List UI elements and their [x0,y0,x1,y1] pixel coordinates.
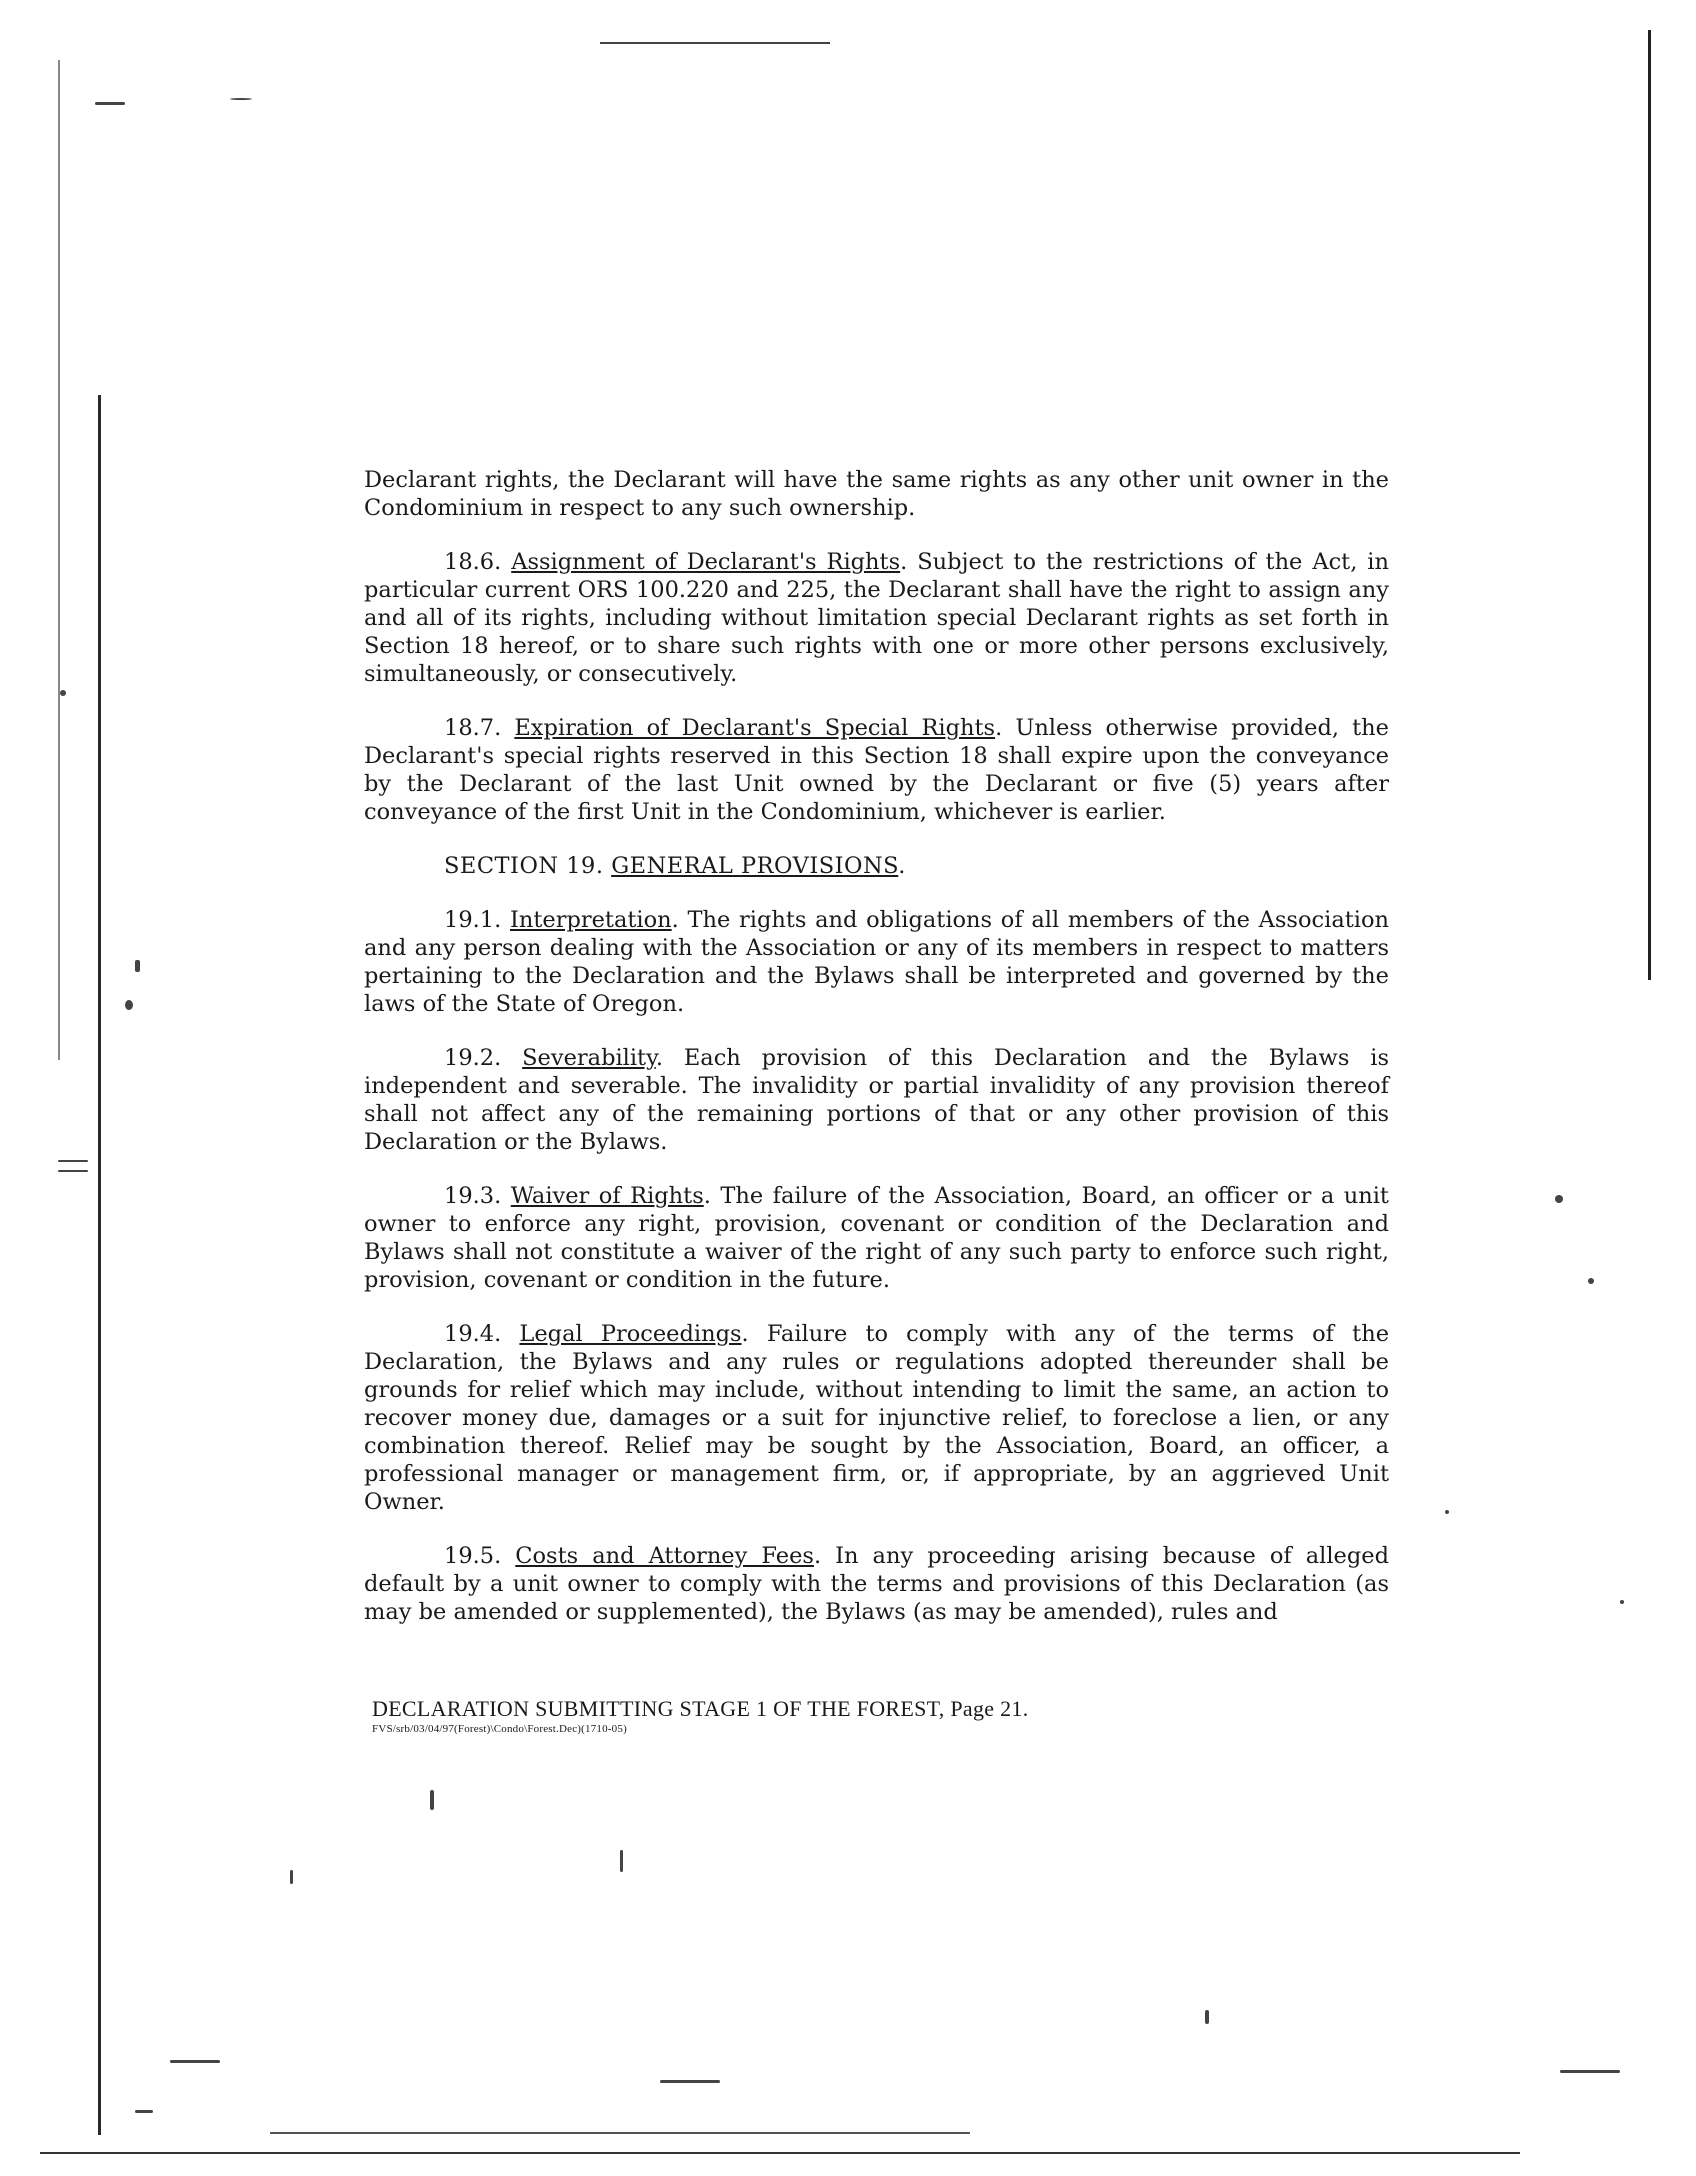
section-heading: Costs and Attorney Fees [515,1543,814,1569]
scan-speck [230,98,252,100]
section-heading: Expiration of Declarant's Special Rights [514,715,996,741]
scan-speck [1555,1195,1563,1203]
paragraph-text: . Each provision of this Declaration and the Bylaws is independent and severable. The invalidity or partial invalidity of any provision thereof shall not affect any of the remaining portions of that or any other provision of this Declaration or the Bylaws. [364,1045,1389,1155]
paragraph-text: . In any proceeding arising because of alleged default by a unit owner to comply with the terms and provisions of this Declaration (as may be amended or supplemented), the Bylaws (as may be amended), rules and [364,1543,1389,1625]
scan-edge-line [98,395,101,2135]
paragraph-18-6 [364,548,1389,688]
scan-speck [290,1870,293,1884]
scan-speck [60,690,66,696]
paragraph-19-3 [364,1182,1389,1294]
scan-speck [135,2110,153,2113]
section-number: 19.4. [444,1321,502,1347]
scan-speck [1620,1600,1624,1604]
paragraph-text: . Subject to the restrictions of the Act, in particular current ORS 100.220 and 225, the Declarant shall have the right to assign any and all of its rights, including without limitation special Declarant rights as set forth in Section 18 hereof, or to share such rights with one or more other persons exclusively, simultaneously, or consecutively. [364,549,1389,687]
scan-speck [1588,1278,1594,1284]
section-19-heading [444,852,1389,880]
scan-speck [620,1850,623,1872]
scan-speck [1560,2070,1620,2073]
paragraph-text: . The failure of the Association, Board, an officer or a unit owner to enforce any right, provision, covenant or condition of the Declaration and Bylaws shall not constitute a waiver of the right of any such party to enforce such right, provision, covenant or condition in the future. [364,1183,1389,1293]
paragraph-19-4 [364,1320,1389,1516]
page-footer [372,1696,1272,1736]
paragraph-text: . [898,853,906,879]
section-heading: Assignment of Declarant's Rights [511,549,901,575]
scan-speck [1205,2010,1209,2024]
scan-speck [58,1160,88,1162]
section-heading: Legal Proceedings [519,1321,742,1347]
scan-speck [58,1170,88,1172]
paragraph-19-1 [364,906,1389,1018]
section-number: 19.2. [444,1045,502,1071]
scan-edge-line [58,60,60,1060]
section-number: 18.7. [444,715,502,741]
section-heading: Interpretation [509,907,672,933]
section-number: 19.5. [444,1543,502,1569]
scan-speck [135,960,140,972]
paragraph-continuation [364,466,1389,522]
paragraph-19-2 [364,1044,1389,1156]
scan-speck [125,1000,133,1010]
scan-speck [430,1790,434,1810]
section-number: 18.6. [444,549,502,575]
scan-edge-line [1648,30,1651,980]
paragraph-text: . The rights and obligations of all members of the Association and any person dealing with the Association or any of its members in respect to matters pertaining to the Declaration and the Bylaws shall be interpreted and governed by the laws of the State of Oregon. [364,907,1390,1017]
document-body [364,466,1389,1652]
section-heading: GENERAL PROVISIONS [611,853,899,879]
section-number: SECTION 19. [444,853,604,879]
footer-title: DECLARATION SUBMITTING STAGE 1 OF THE FOREST, Page 21. [372,1696,1029,1721]
paragraph-text: Declarant rights, the Declarant will have the same rights as any other unit owner in the Condominium in respect to any such ownership. [364,467,1389,521]
section-heading: Severability [522,1045,656,1071]
paragraph-18-7 [364,714,1389,826]
scan-speck [170,2060,220,2063]
scan-speck [1445,1510,1449,1514]
section-number: 19.3. [444,1183,502,1209]
paragraph-text: . Unless otherwise provided, the Declarant's special rights reserved in this Section 18 shall expire upon the conveyance by the Declarant of the last Unit owned by the Declarant or five (5) years after conveyance of the first Unit in the Condominium, whichever is earlier. [364,715,1389,825]
section-number: 19.1. [444,907,502,933]
scan-artifact-line [40,2152,1520,2154]
scan-speck [660,2080,720,2083]
footer-file-code: FVS/srb/03/04/97(Forest)\Condo\Forest.Dec)(1710-05) [372,1723,627,1735]
paragraph-text: . Failure to comply with any of the terms of the Declaration, the Bylaws and any rules or regulations adopted thereunder shall be grounds for relief which may include, without intending to limit the same, an action to recover money due, damages or a suit for injunctive relief, to foreclose a lien, or any combination thereof. Relief may be sought by the Association, Board, an officer, a professional manager or management firm, or, if appropriate, by an aggrieved Unit Owner. [364,1321,1390,1515]
scan-artifact-line [600,42,830,44]
paragraph-19-5 [364,1542,1389,1626]
scan-artifact-line [270,2132,970,2134]
scan-speck [95,102,125,105]
section-heading: Waiver of Rights [510,1183,704,1209]
